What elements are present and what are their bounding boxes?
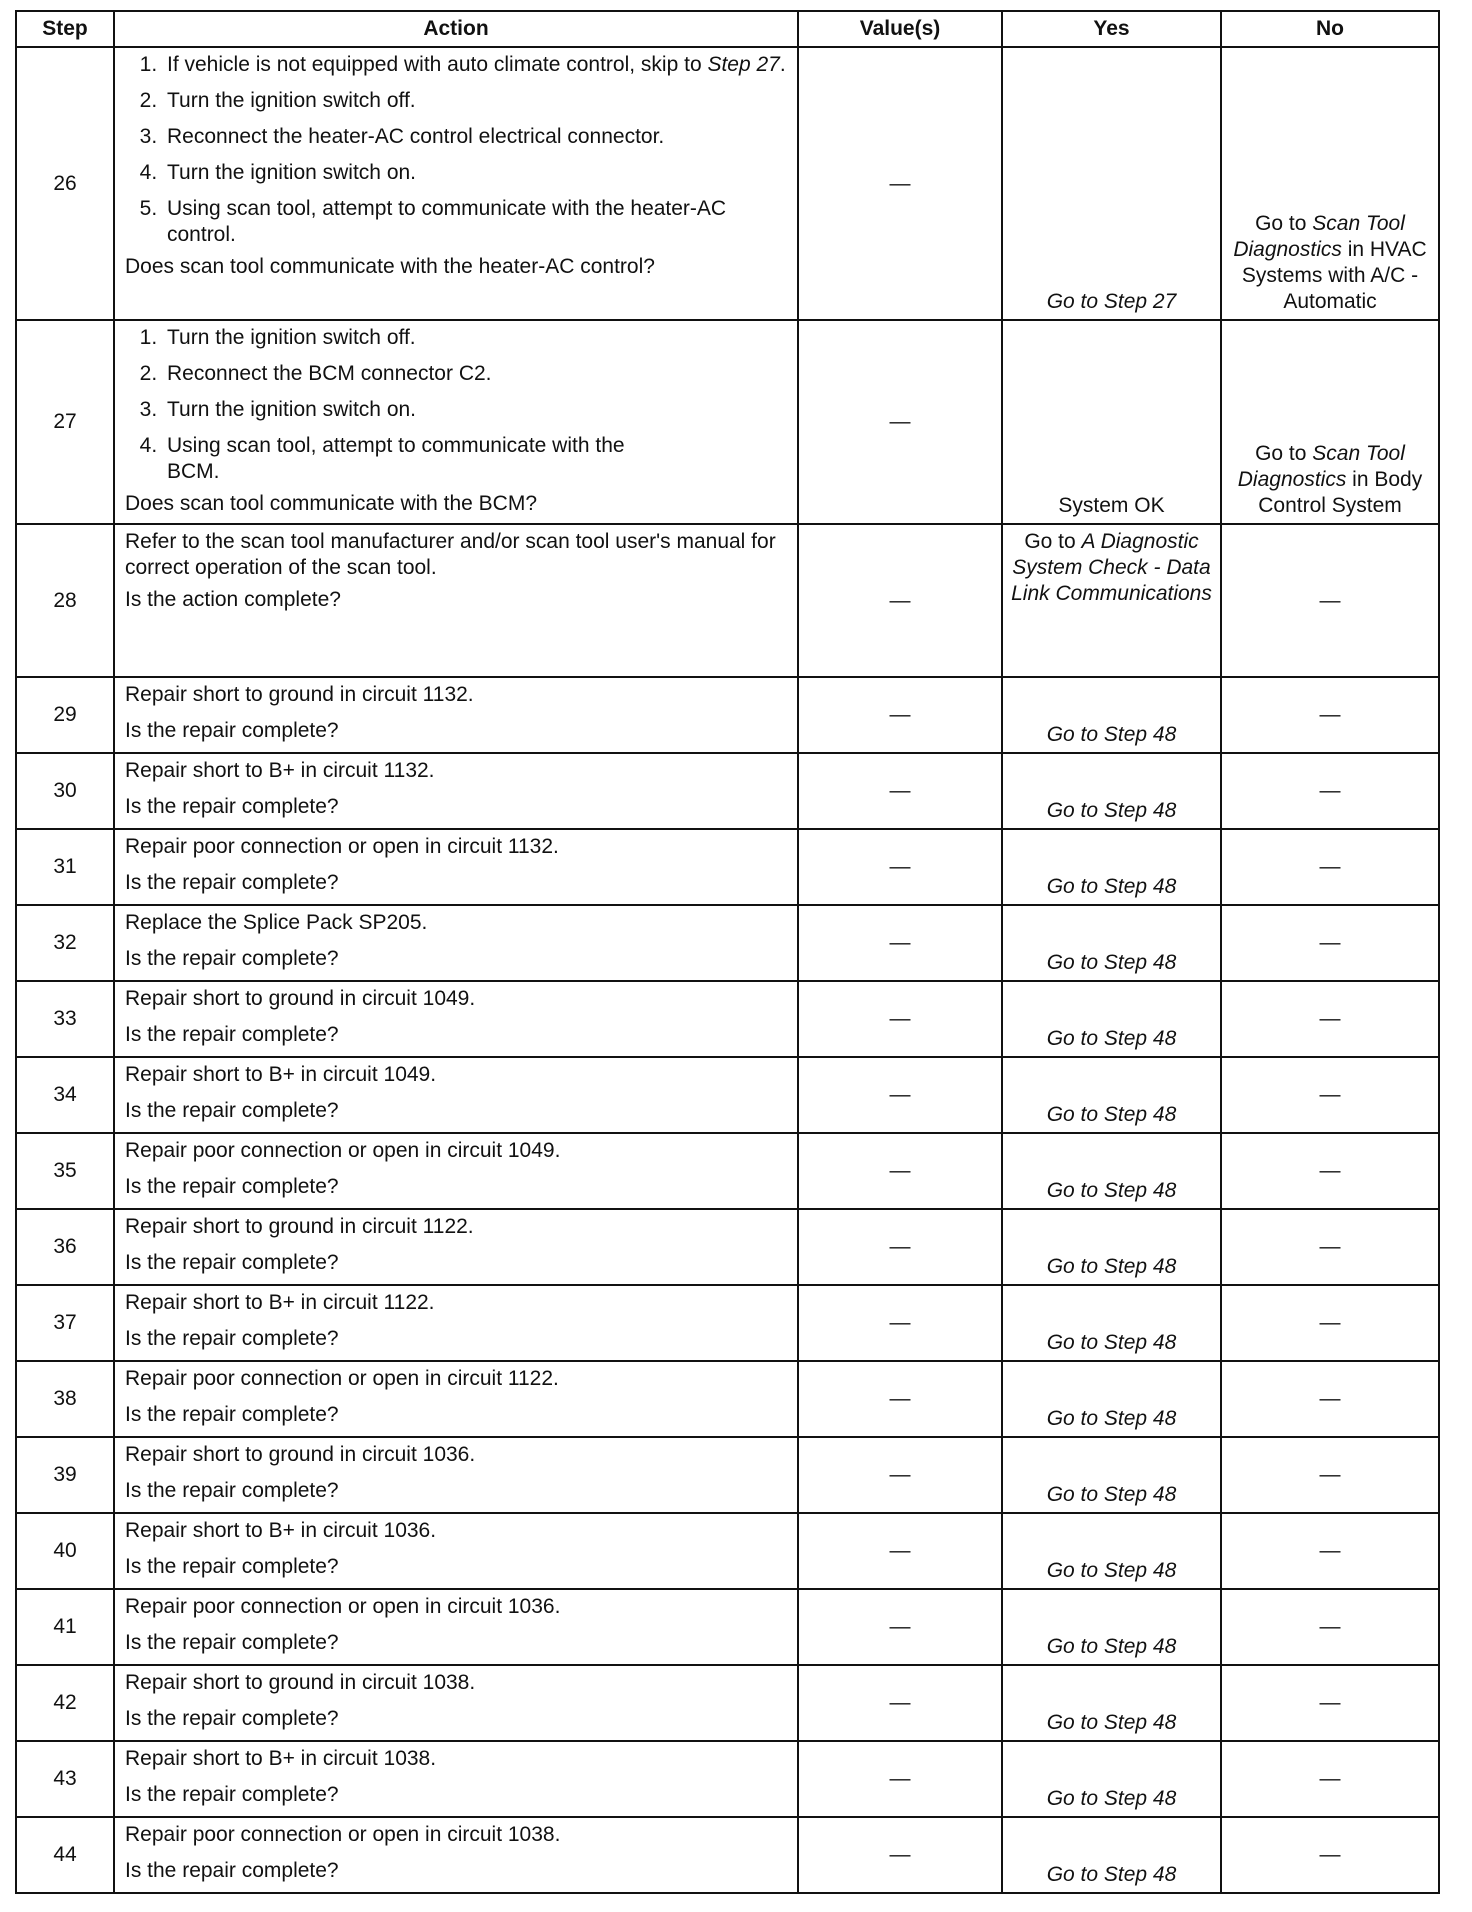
- value-cell: —: [798, 47, 1002, 320]
- yes-cell: [1002, 1133, 1221, 1209]
- step-number: 41: [16, 1589, 114, 1665]
- value-cell: —: [798, 1361, 1002, 1437]
- no-text: Go to: [1255, 212, 1313, 235]
- yes-link[interactable]: Go to Step 27: [1046, 290, 1177, 313]
- value-cell: —: [798, 524, 1002, 677]
- table-row: [16, 981, 1439, 1057]
- table-row: [16, 1285, 1439, 1361]
- value-cell: —: [798, 981, 1002, 1057]
- action-item: 3. Turn the ignition switch on.: [163, 397, 787, 423]
- no-cell: —: [1221, 1817, 1439, 1893]
- table-row: [16, 1057, 1439, 1133]
- table-row: [16, 1437, 1439, 1513]
- action-item: 2. Turn the ignition switch off.: [163, 88, 787, 114]
- item-text: If vehicle is not equipped with auto climate control, skip to: [167, 53, 708, 76]
- yes-cell: [1002, 1741, 1221, 1817]
- action-text: Repair short to B+ in circuit 1036.: [125, 1519, 437, 1542]
- action-cell: [114, 1741, 798, 1817]
- action-item: 1. Turn the ignition switch off.: [163, 325, 787, 351]
- yes-cell: [1002, 981, 1221, 1057]
- action-cell: [114, 1209, 798, 1285]
- question: Does scan tool communicate with the BCM?: [125, 492, 538, 515]
- no-cell: —: [1221, 1513, 1439, 1589]
- value-cell: —: [798, 1741, 1002, 1817]
- no-text: Go to: [1255, 442, 1313, 465]
- yes-link[interactable]: Go to Step 48: [1046, 1407, 1177, 1430]
- no-link[interactable]: Scan Tool Diagnostics: [1233, 212, 1405, 261]
- step-number: 30: [16, 753, 114, 829]
- yes-cell: System OK: [1002, 320, 1221, 524]
- table-row: [16, 524, 1439, 677]
- question: Is the repair complete?: [125, 1327, 339, 1350]
- no-cell: —: [1221, 753, 1439, 829]
- no-cell: —: [1221, 677, 1439, 753]
- yes-cell: [1002, 905, 1221, 981]
- value-cell: —: [798, 1209, 1002, 1285]
- no-cell: [1221, 47, 1439, 320]
- value-cell: —: [798, 1589, 1002, 1665]
- yes-link[interactable]: Go to Step 48: [1046, 723, 1177, 746]
- question: Is the repair complete?: [125, 1479, 339, 1502]
- question: Is the repair complete?: [125, 719, 339, 742]
- no-cell: —: [1221, 981, 1439, 1057]
- action-cell: [114, 47, 798, 320]
- no-cell: —: [1221, 1209, 1439, 1285]
- step-number: 43: [16, 1741, 114, 1817]
- yes-cell: [1002, 1209, 1221, 1285]
- yes-cell: [1002, 1513, 1221, 1589]
- table-row: [16, 47, 1439, 320]
- action-text: Repair short to ground in circuit 1038.: [125, 1671, 476, 1694]
- question: Is the repair complete?: [125, 947, 339, 970]
- step-number: 40: [16, 1513, 114, 1589]
- table-row: [16, 753, 1439, 829]
- yes-cell: [1002, 524, 1221, 677]
- no-cell: —: [1221, 1057, 1439, 1133]
- no-cell: —: [1221, 905, 1439, 981]
- step-link[interactable]: Step 27: [707, 53, 780, 76]
- step-number: 27: [16, 320, 114, 524]
- header-yes: Yes: [1002, 11, 1221, 47]
- yes-link[interactable]: Go to Step 48: [1046, 1635, 1177, 1658]
- action-text: Repair poor connection or open in circuit 1036.: [125, 1595, 561, 1618]
- table-row: [16, 1665, 1439, 1741]
- value-cell: —: [798, 677, 1002, 753]
- no-cell: —: [1221, 829, 1439, 905]
- question: Does scan tool communicate with the heater-AC control?: [125, 255, 655, 278]
- action-text: Repair poor connection or open in circuit 1038.: [125, 1823, 561, 1846]
- no-text: in Body Control System: [1258, 468, 1423, 517]
- question: Is the repair complete?: [125, 1251, 339, 1274]
- step-number: 37: [16, 1285, 114, 1361]
- action-text: Repair poor connection or open in circuit 1049.: [125, 1139, 561, 1162]
- yes-link[interactable]: Go to Step 48: [1046, 799, 1177, 822]
- no-cell: —: [1221, 1361, 1439, 1437]
- value-cell: —: [798, 1437, 1002, 1513]
- value-cell: —: [798, 1057, 1002, 1133]
- action-text: Repair short to B+ in circuit 1132.: [125, 759, 435, 782]
- step-number: 33: [16, 981, 114, 1057]
- yes-link[interactable]: Go to Step 48: [1046, 1711, 1177, 1734]
- yes-link[interactable]: Go to Step 48: [1046, 1559, 1177, 1582]
- yes-cell: [1002, 1361, 1221, 1437]
- yes-cell: [1002, 47, 1221, 320]
- no-cell: —: [1221, 1437, 1439, 1513]
- yes-cell: [1002, 829, 1221, 905]
- yes-cell: [1002, 1057, 1221, 1133]
- table-row: [16, 1513, 1439, 1589]
- action-text: Repair short to ground in circuit 1132.: [125, 683, 474, 706]
- value-cell: —: [798, 753, 1002, 829]
- table-row: [16, 320, 1439, 524]
- action-cell: [114, 1589, 798, 1665]
- action-text: Repair short to B+ in circuit 1038.: [125, 1747, 437, 1770]
- action-cell: [114, 1361, 798, 1437]
- yes-link[interactable]: Go to Step 48: [1046, 1787, 1177, 1810]
- yes-cell: [1002, 753, 1221, 829]
- action-cell: [114, 677, 798, 753]
- action-cell: [114, 524, 798, 677]
- action-text: Repair short to B+ in circuit 1049.: [125, 1063, 437, 1086]
- action-cell: [114, 1133, 798, 1209]
- table-row: [16, 677, 1439, 753]
- question: Is the repair complete?: [125, 1403, 339, 1426]
- no-cell: —: [1221, 1665, 1439, 1741]
- action-cell: [114, 829, 798, 905]
- action-cell: [114, 1285, 798, 1361]
- header-no: No: [1221, 11, 1439, 47]
- no-text: in HVAC Systems with A/C - Automatic: [1241, 238, 1427, 313]
- question: Is the action complete?: [125, 588, 341, 611]
- yes-link[interactable]: Go to Step 48: [1046, 1863, 1177, 1886]
- action-text: Repair poor connection or open in circuit 1132.: [125, 835, 559, 858]
- question: Is the repair complete?: [125, 795, 339, 818]
- action-text: Replace the Splice Pack SP205.: [125, 911, 428, 934]
- action-cell: [114, 905, 798, 981]
- question: Is the repair complete?: [125, 1023, 339, 1046]
- value-cell: —: [798, 905, 1002, 981]
- action-cell: [114, 1513, 798, 1589]
- value-cell: —: [798, 1665, 1002, 1741]
- yes-link[interactable]: Go to Step 48: [1046, 1483, 1177, 1506]
- yes-link[interactable]: Go to Step 48: [1046, 951, 1177, 974]
- no-cell: —: [1221, 1285, 1439, 1361]
- question: Is the repair complete?: [125, 1707, 339, 1730]
- question: Is the repair complete?: [125, 1631, 339, 1654]
- question: Is the repair complete?: [125, 1555, 339, 1578]
- table-row: [16, 1133, 1439, 1209]
- action-text: Repair poor connection or open in circuit 1122.: [125, 1367, 559, 1390]
- step-number: 38: [16, 1361, 114, 1437]
- step-number: 42: [16, 1665, 114, 1741]
- no-link[interactable]: Scan Tool Diagnostics: [1237, 442, 1405, 491]
- table-row: [16, 1741, 1439, 1817]
- table-row: [16, 1209, 1439, 1285]
- no-cell: —: [1221, 1741, 1439, 1817]
- action-cell: [114, 753, 798, 829]
- no-cell: —: [1221, 1133, 1439, 1209]
- action-text: Repair short to ground in circuit 1036.: [125, 1443, 476, 1466]
- no-cell: —: [1221, 524, 1439, 677]
- header-step: Step: [16, 11, 114, 47]
- step-number: 29: [16, 677, 114, 753]
- table-row: [16, 1817, 1439, 1893]
- step-number: 44: [16, 1817, 114, 1893]
- value-cell: —: [798, 320, 1002, 524]
- value-cell: —: [798, 829, 1002, 905]
- table-row: [16, 905, 1439, 981]
- header-values: Value(s): [798, 11, 1002, 47]
- table-row: [16, 1361, 1439, 1437]
- action-text: Refer to the scan tool manufacturer and/or scan tool user's manual for correct operation of the scan tool.: [125, 530, 776, 579]
- item-text: .: [779, 53, 786, 76]
- value-cell: —: [798, 1133, 1002, 1209]
- action-item: 5. Using scan tool, attempt to communicate with the heater-AC control.: [163, 196, 787, 248]
- step-number: 39: [16, 1437, 114, 1513]
- yes-text: Go to: [1024, 530, 1082, 553]
- question: Is the repair complete?: [125, 1099, 339, 1122]
- step-number: 36: [16, 1209, 114, 1285]
- action-item: [163, 52, 787, 78]
- yes-link[interactable]: Go to Step 48: [1046, 1331, 1177, 1354]
- yes-cell: [1002, 677, 1221, 753]
- action-item: 3. Reconnect the heater-AC control electrical connector.: [163, 124, 787, 150]
- action-cell: [114, 981, 798, 1057]
- step-number: 34: [16, 1057, 114, 1133]
- question: Is the repair complete?: [125, 871, 339, 894]
- action-text: Repair short to B+ in circuit 1122.: [125, 1291, 435, 1314]
- action-text: Repair short to ground in circuit 1122.: [125, 1215, 474, 1238]
- yes-cell: [1002, 1437, 1221, 1513]
- table-row: [16, 1589, 1439, 1665]
- value-cell: —: [798, 1513, 1002, 1589]
- action-item: 2. Reconnect the BCM connector C2.: [163, 361, 787, 387]
- step-number: 32: [16, 905, 114, 981]
- step-number: 31: [16, 829, 114, 905]
- question: Is the repair complete?: [125, 1175, 339, 1198]
- step-number: 26: [16, 47, 114, 320]
- value-cell: —: [798, 1817, 1002, 1893]
- question: Is the repair complete?: [125, 1783, 339, 1806]
- step-number: 35: [16, 1133, 114, 1209]
- no-cell: —: [1221, 1589, 1439, 1665]
- action-cell: [114, 1817, 798, 1893]
- question: Is the repair complete?: [125, 1859, 339, 1882]
- yes-cell: [1002, 1817, 1221, 1893]
- action-cell: [114, 1665, 798, 1741]
- step-number: 28: [16, 524, 114, 677]
- yes-link[interactable]: Go to Step 48: [1046, 1255, 1177, 1278]
- action-cell: [114, 1057, 798, 1133]
- no-cell: [1221, 320, 1439, 524]
- value-cell: —: [798, 1285, 1002, 1361]
- action-item: 4. Turn the ignition switch on.: [163, 160, 787, 186]
- yes-link[interactable]: Go to Step 48: [1046, 875, 1177, 898]
- yes-link[interactable]: Go to Step 48: [1046, 1027, 1177, 1050]
- action-cell: [114, 1437, 798, 1513]
- action-cell: [114, 320, 798, 524]
- action-item: 4. Using scan tool, attempt to communicate with the BCM.: [163, 433, 787, 485]
- diagnostic-table: [15, 10, 1440, 1894]
- header-row: [16, 11, 1439, 47]
- yes-link[interactable]: Go to Step 48: [1046, 1103, 1177, 1126]
- yes-link[interactable]: Go to Step 48: [1046, 1179, 1177, 1202]
- yes-cell: [1002, 1589, 1221, 1665]
- header-action: Action: [114, 11, 798, 47]
- table-row: [16, 829, 1439, 905]
- yes-cell: [1002, 1285, 1221, 1361]
- yes-cell: [1002, 1665, 1221, 1741]
- yes-link[interactable]: A Diagnostic System Check - Data Link Communications: [1011, 530, 1212, 605]
- action-text: Repair short to ground in circuit 1049.: [125, 987, 476, 1010]
